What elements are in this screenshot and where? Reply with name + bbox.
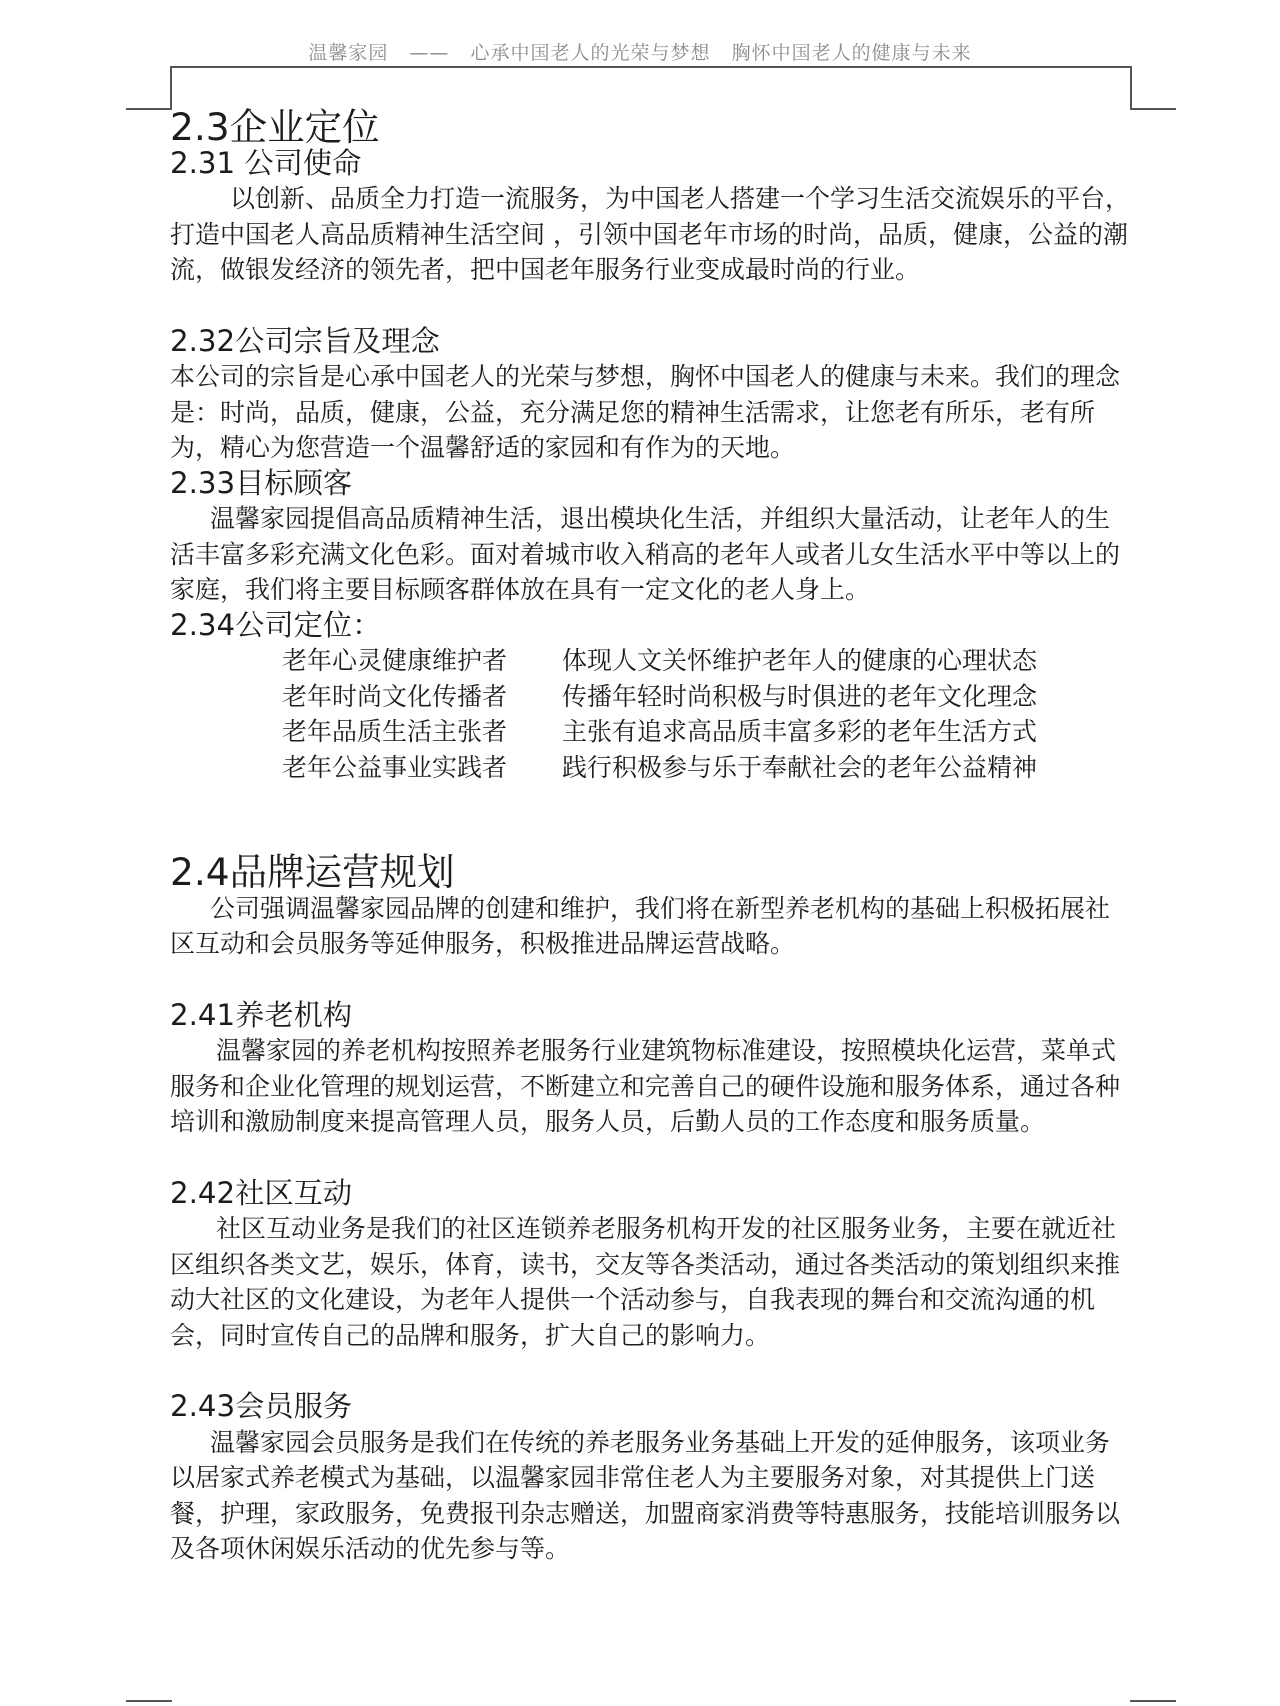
positioning-description: 主张有追求高品质丰富多彩的老年生活方式	[562, 717, 1038, 746]
spacer	[170, 1140, 1130, 1176]
positioning-role: 老年公益事业实践者	[282, 752, 508, 782]
page-frame-top-rule	[170, 66, 1130, 68]
paragraph-company-purpose: 本公司的宗旨是心承中国老人的光荣与梦想，胸怀中国老人的健康与未来。我们的理念是：时尚，品质，健康，公益，充分满足您的精神生活需求，让您老有所乐，老有所为，精心为您营造一个温馨舒适的家园和有作为的天地。	[170, 362, 1121, 462]
section-heading-2-4: 2.4品牌运营规划	[170, 850, 455, 894]
positioning-role: 老年品质生活主张者	[282, 717, 508, 746]
section-heading-2-3: 2.3企业定位	[170, 105, 380, 149]
positioning-description: 体现人文关怀维护老年人的健康的心理状态	[562, 646, 1038, 675]
positioning-row	[282, 679, 1130, 715]
positioning-row	[282, 643, 1130, 679]
page-frame-bottom-right-crop	[1130, 1700, 1176, 1702]
paragraph-member-services: 温馨家园会员服务是我们在传统的养老服务业务基础上开发的延伸服务，该项业务以居家式养老模式为基础，以温馨家园非常住老人为主要服务对象，对其提供上门送餐，护理，家政服务，免费报刊杂志赠送，加盟商家消费等特惠服务，技能培训服务以及各项休闲娱乐活动的优先参与等。	[170, 1427, 1121, 1563]
positioning-row	[282, 714, 1130, 750]
section-heading-2-31: 2.31 公司使命	[170, 145, 362, 180]
section-heading-2-43: 2.43会员服务	[170, 1389, 353, 1423]
document-body	[170, 105, 1131, 1567]
spacer	[170, 1353, 1130, 1389]
section-heading-2-34: 2.34公司定位：	[170, 607, 382, 642]
positioning-role: 老年心灵健康维护者	[282, 646, 508, 675]
paragraph-brand-planning: 公司强调温馨家园品牌的创建和维护，我们将在新型养老机构的基础上积极拓展社区互动和会员服务等延伸服务，积极推进品牌运营战略。	[170, 893, 1111, 958]
section-heading-2-42: 2.42社区互动	[170, 1175, 353, 1210]
spacer	[170, 962, 1130, 998]
positioning-description: 践行积极参与乐于奉献社会的老年公益精神	[562, 752, 1038, 782]
page-frame-bottom-left-crop	[126, 1700, 172, 1702]
page-frame-left-crop	[126, 108, 172, 110]
positioning-row	[282, 750, 1130, 786]
paragraph-target-customers: 温馨家园提倡高品质精神生活，退出模块化生活，并组织大量活动，让老年人的生活丰富多彩充满文化色彩。面对着城市收入稍高的老年人或者儿女生活水平中等以上的家庭，我们将主要目标顾客群体放在具有一定文化的老人身上。	[170, 504, 1121, 604]
positioning-list	[170, 643, 1130, 785]
section-heading-2-41: 2.41养老机构	[170, 997, 353, 1032]
spacer	[170, 288, 1130, 324]
page-frame-right-crop	[1130, 108, 1176, 110]
paragraph-company-mission: 以创新、品质全力打造一流服务，为中国老人搭建一个学习生活交流娱乐的平台，打造中国老人高品质精神生活空间 ，引领中国老年市场的时尚，品质，健康，公益的潮流，做银发经济的领先者，把中国老年服务行业变成最时尚的行业。	[170, 184, 1131, 284]
page-frame-right-mark	[1130, 66, 1132, 108]
paragraph-elderly-care-institution: 温馨家园的养老机构按照养老服务行业建筑物标准建设，按照模块化运营，菜单式服务和企业化管理的规划运营，不断建立和完善自己的硬件设施和服务体系，通过各种培训和激励制度来提高管理人员，服务人员，后勤人员的工作态度和服务质量。	[170, 1036, 1121, 1136]
running-header: 温馨家园 —— 心承中国老人的光荣与梦想 胸怀中国老人的健康与未来	[308, 42, 972, 64]
page-frame-left-mark	[170, 66, 172, 108]
positioning-description: 传播年轻时尚积极与时俱进的老年文化理念	[562, 681, 1038, 711]
paragraph-community-interaction: 社区互动业务是我们的社区连锁养老服务机构开发的社区服务业务，主要在就近社区组织各类文艺，娱乐，体育，读书，交友等各类活动，通过各类活动的策划组织来推动大社区的文化建设，为老年人提供一个活动参与，自我表现的舞台和交流沟通的机会，同时宣传自己的品牌和服务，扩大自己的影响力。	[170, 1214, 1121, 1350]
spacer	[170, 785, 1130, 855]
section-heading-2-32: 2.32公司宗旨及理念	[170, 323, 440, 358]
section-heading-2-33: 2.33目标顾客	[170, 465, 353, 500]
positioning-role: 老年时尚文化传播者	[282, 681, 508, 711]
